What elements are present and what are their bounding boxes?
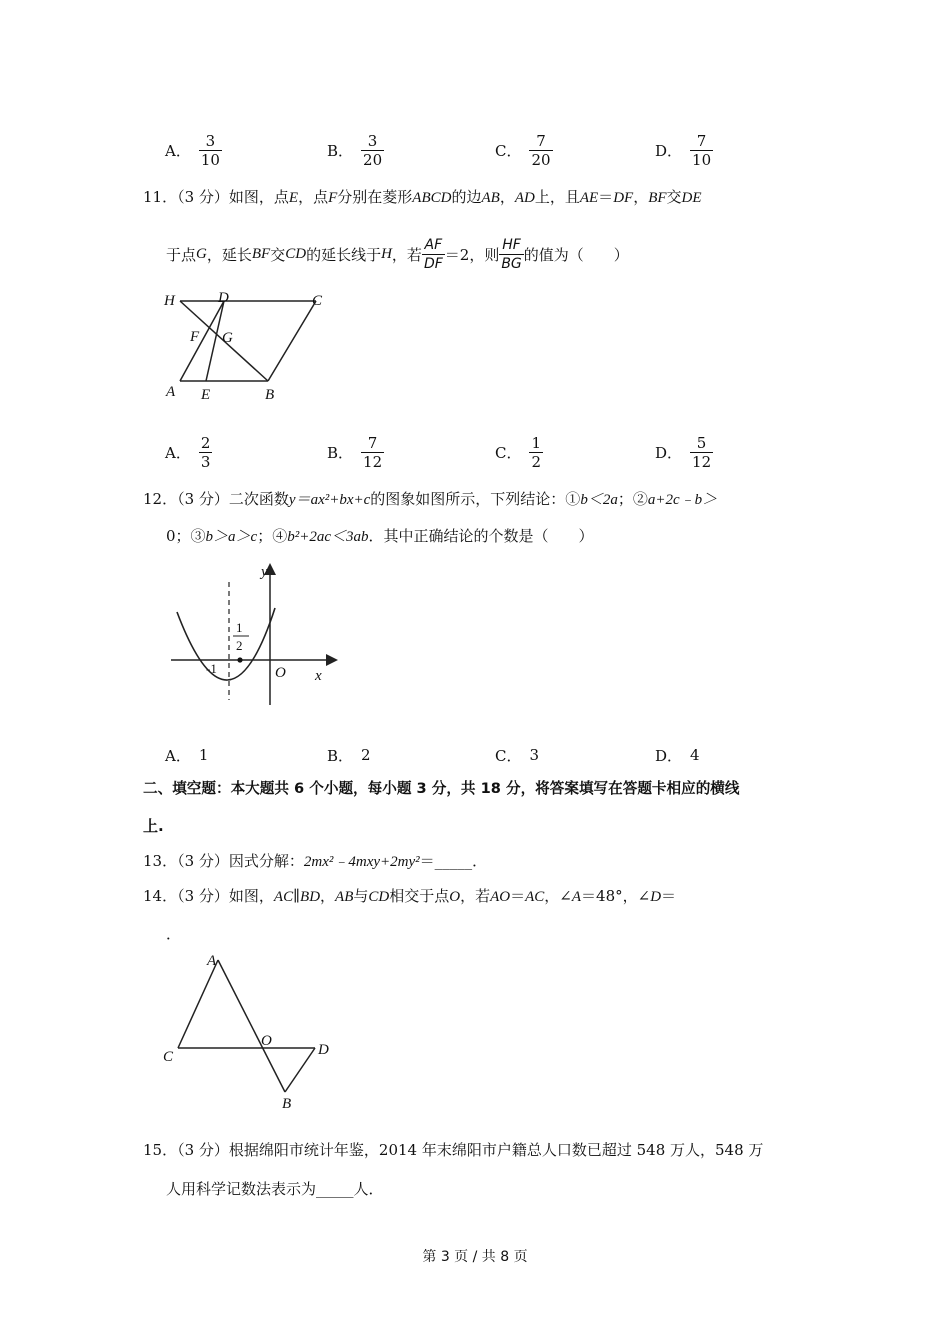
- option-c: C． $\frac{1}{2}$: [495, 433, 542, 471]
- q11-line2: 于点 G ，延长 BF 交 CD 的延长线于 H ，若 $\frac{AF}{DF}$ ＝2，则 $\frac{HF}{BG}$ 的值为（ ）: [166, 236, 629, 272]
- denominator: 10: [692, 150, 712, 169]
- q12-options: [165, 733, 805, 777]
- option-c: [495, 128, 553, 172]
- q11-line1: 11．（3 分）如图，点E，点F分别在菱形ABCD的边AB，AD上，且AE＝DF，BF交DE: [143, 188, 702, 206]
- option-b: B． $\frac{7}{12}$: [327, 433, 383, 471]
- line-ab: [218, 960, 285, 1092]
- label-y: y: [261, 564, 268, 580]
- line-cb: [268, 301, 316, 381]
- line-ad: [180, 301, 224, 381]
- q12-parabola-figure: [165, 560, 345, 710]
- point: [237, 657, 242, 662]
- fraction-hf-bg: $\frac{HF}{BG}$: [501, 236, 522, 272]
- label-half-den: 2: [236, 638, 243, 653]
- option-label: D．: [655, 141, 683, 160]
- q14-line2: ．: [166, 925, 182, 943]
- section-heading: 二、填空题：本大题共 6 个小题，每小题 3 分，共 18 分，将答案填写在答题卡相应的横线: [143, 780, 740, 797]
- option-a: [165, 128, 222, 172]
- label-b: B: [282, 1096, 292, 1112]
- option-c: C． 3: [495, 746, 540, 765]
- label-d: D: [218, 290, 229, 306]
- option-b: [327, 128, 384, 172]
- page-footer: 第 3 页 / 共 8 页: [422, 1249, 528, 1265]
- option-label: B．: [327, 141, 354, 160]
- label-origin: O: [275, 665, 286, 681]
- parabola-curve: [177, 608, 275, 680]
- option-label: C．: [495, 141, 522, 160]
- numerator: 3: [205, 131, 216, 150]
- label-e: E: [201, 387, 211, 403]
- label-a: A: [166, 384, 176, 400]
- q12-line2: 0；③b＞a＞c；④b²+2ac＜3ab．其中正确结论的个数是（ ）: [166, 527, 594, 545]
- q15-line2: 人用科学记数法表示为_____人．: [166, 1180, 384, 1198]
- denominator: 10: [200, 150, 220, 169]
- label-x: x: [315, 668, 322, 684]
- fraction-af-df: $\frac{AF}{DF}$: [423, 236, 443, 272]
- q10-options: [165, 128, 805, 172]
- section-heading-line2: 上.: [143, 817, 164, 835]
- option-label: A．: [165, 141, 191, 160]
- label-a: A: [207, 953, 217, 969]
- q11-options: [165, 430, 805, 474]
- numerator: 7: [536, 131, 546, 150]
- numerator: 3: [367, 131, 378, 150]
- label-h: H: [164, 293, 175, 309]
- label-b: B: [265, 387, 275, 403]
- q14-triangle-figure: [160, 950, 340, 1115]
- label-half-num: 1: [236, 620, 243, 635]
- label-g: G: [222, 330, 233, 346]
- option-b: B． 2: [327, 746, 371, 765]
- label-neg1: -1: [206, 661, 217, 676]
- line-ac: [178, 960, 218, 1048]
- label-c: C: [312, 293, 323, 309]
- option-d: [655, 128, 713, 172]
- label-d: D: [318, 1042, 329, 1058]
- option-a: A． 1: [165, 746, 209, 765]
- q11-rhombus-figure: [160, 288, 335, 404]
- q14-line1: 14．（3 分）如图，AC∥BD，AB与CD相交于点O，若AO＝AC，∠A＝48°，∠D＝: [143, 887, 677, 905]
- q15-line1: 15．（3 分）根据绵阳市统计年鉴，2014 年末绵阳市户籍总人口数已超过 548 万人，548 万: [143, 1141, 764, 1159]
- denominator: 20: [531, 150, 551, 169]
- option-d: D． 4: [655, 746, 700, 765]
- label-f: F: [190, 329, 200, 345]
- q12-line1: 12．（3 分）二次函数y＝ax²+bx+c的图象如图所示，下列结论：①b＜2a；②a+2c﹣b＞: [143, 490, 718, 508]
- q13: 13．（3 分）因式分解：2mx²﹣4mxy+2my²＝_____．: [143, 852, 488, 870]
- label-c: C: [163, 1049, 174, 1065]
- option-a: A． $\frac{2}{3}$: [165, 433, 211, 471]
- denominator: 20: [363, 150, 383, 169]
- numerator: 7: [696, 131, 707, 150]
- option-d: D． $\frac{5}{12}$: [655, 433, 712, 471]
- label-o: O: [261, 1033, 272, 1049]
- line-db: [285, 1048, 315, 1092]
